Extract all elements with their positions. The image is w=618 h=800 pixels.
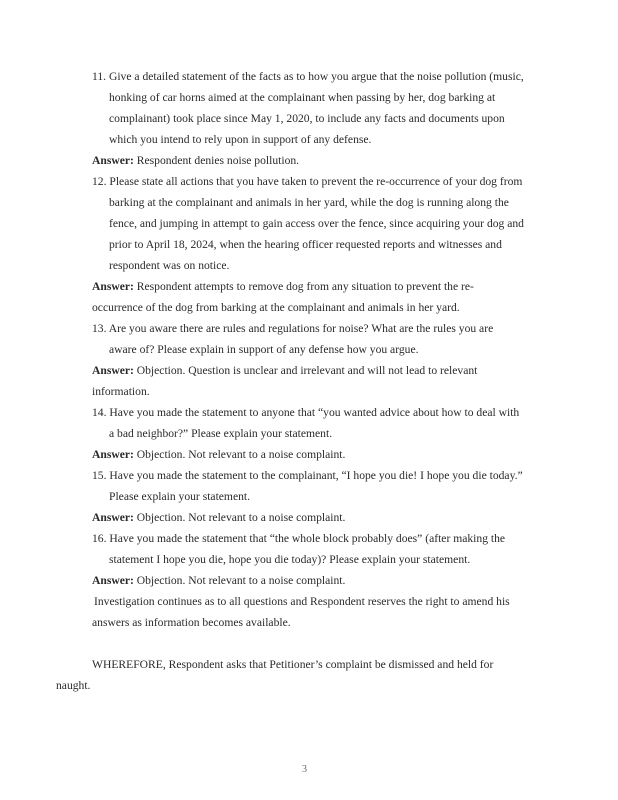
question-16-line-1: 16. Have you made the statement that “the whole block probably does” (after making the [92, 532, 506, 545]
question-12-line-1: 12. Please state all actions that you have taken to prevent the re-occurrence of your dog from [92, 175, 523, 188]
investigation-line-1: Investigation continues as to all questions and Respondent reserves the right to amend his [94, 595, 510, 608]
answer-12-label: Answer: [92, 280, 134, 293]
answer-13-label: Answer: [92, 364, 134, 377]
answer-11 [92, 154, 299, 168]
answer-15-text: Objection. Not relevant to a noise complaint. [136, 511, 346, 524]
question-12-line-4: prior to April 18, 2024, when the hearing officer requested reports and witnesses and [109, 238, 502, 251]
answer-12-text: Respondent attempts to remove dog from any situation to prevent the re- [136, 280, 474, 293]
answer-13-continued: information. [92, 385, 150, 398]
wherefore-line-1: WHEREFORE, Respondent asks that Petitioner’s complaint be dismissed and held for [92, 658, 494, 671]
question-11-line-3: complainant) took place since May 1, 2020, to include any facts and documents upon [109, 112, 505, 125]
answer-15-label: Answer: [92, 511, 134, 524]
question-13-line-1: 13. Are you aware there are rules and regulations for noise? What are the rules you are [92, 322, 494, 335]
wherefore-line-2: naught. [56, 679, 91, 692]
question-16-line-2: statement I hope you die, hope you die today)? Please explain your statement. [109, 553, 471, 566]
answer-11-text: Respondent denies noise pollution. [136, 154, 300, 167]
question-12-line-3: fence, and jumping in attempt to gain access over the fence, since acquiring your dog and [109, 217, 524, 230]
answer-12 [92, 280, 474, 294]
answer-14-label: Answer: [92, 448, 134, 461]
question-11-line-4: which you intend to rely upon in support of any defense. [109, 133, 372, 146]
answer-16-text: Objection. Not relevant to a noise complaint. [136, 574, 346, 587]
question-11-line-1: 11. Give a detailed statement of the facts as to how you argue that the noise pollution (music, [92, 70, 524, 83]
answer-16-label: Answer: [92, 574, 134, 587]
answer-13 [92, 364, 477, 378]
answer-14 [92, 448, 345, 462]
answer-12-continued: occurrence of the dog from barking at the complainant and animals in her yard. [92, 301, 460, 314]
question-11-line-2: honking of car horns aimed at the complainant when passing by her, dog barking at [109, 91, 496, 104]
question-14-line-1: 14. Have you made the statement to anyone that “you wanted advice about how to deal with [92, 406, 520, 419]
question-12-line-2: barking at the complainant and animals in her yard, while the dog is running along the [109, 196, 509, 209]
question-15-line-2: Please explain your statement. [109, 490, 251, 503]
answer-13-text: Objection. Question is unclear and irrelevant and will not lead to relevant [136, 364, 478, 377]
question-12-line-5: respondent was on notice. [109, 259, 230, 272]
investigation-line-2: answers as information becomes available. [92, 616, 291, 629]
answer-11-label: Answer: [92, 154, 134, 167]
question-15-line-1: 15. Have you made the statement to the complainant, “I hope you die! I hope you die today.” [92, 469, 523, 482]
question-14-line-2: a bad neighbor?” Please explain your statement. [109, 427, 333, 440]
page-number: 3 [302, 764, 307, 775]
question-13-line-2: aware of? Please explain in support of any defense how you argue. [109, 343, 419, 356]
answer-14-text: Objection. Not relevant to a noise complaint. [136, 448, 346, 461]
answer-16 [92, 574, 345, 588]
answer-15 [92, 511, 345, 525]
